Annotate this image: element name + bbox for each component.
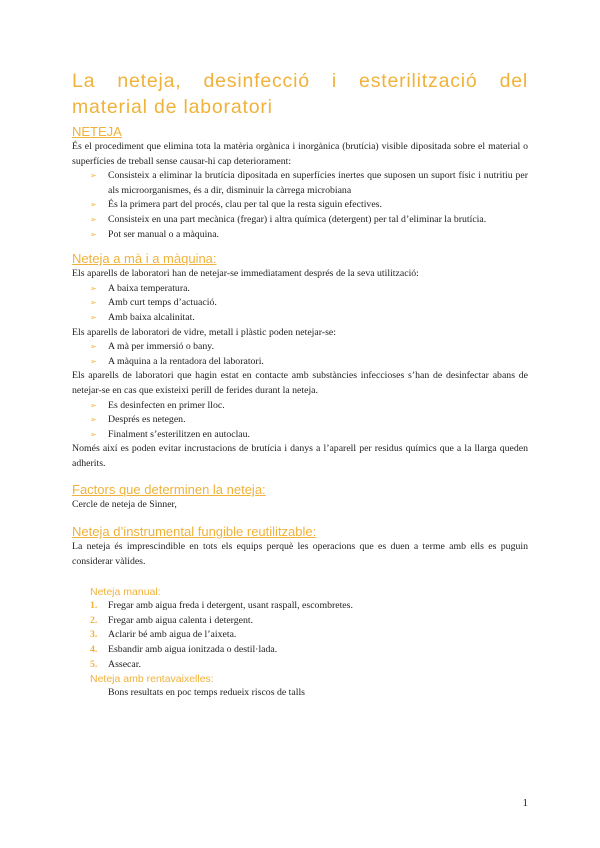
list-item: ➢ Pot ser manual o a màquina. — [72, 228, 528, 243]
list-item: ➢ És la primera part del procés, clau per tal que la resta siguin efectives. — [72, 198, 528, 213]
paragraph: Els aparells de laboratori han de netejar-se immediatament després de la seva utilització: — [72, 268, 419, 280]
page-title: La neteja, desinfecció i esterilització del material de laboratori — [72, 70, 528, 118]
step-text: Fregar amb aigua calenta i detergent. — [108, 614, 254, 626]
step-text: Aclarir bé amb aigua de l’aixeta. — [108, 629, 237, 641]
bullet-list — [72, 340, 528, 369]
list-item — [72, 599, 528, 614]
step-text: Fregar amb aigua freda i detergent, usant raspall, escombretes. — [108, 600, 353, 612]
list-item — [72, 643, 528, 658]
list-item: ➢ A mà per immersió o bany. — [72, 340, 528, 355]
section-heading-instrumental: Neteja d’instrumental fungible reutilitzable: — [72, 524, 317, 540]
list-item — [72, 614, 528, 629]
step-text: Assecar. — [108, 658, 141, 670]
list-item — [72, 658, 528, 673]
list-item: ➢ Consisteix en una part mecànica (fregar) i altra química (detergent) per tal d’eliminar la brutícia. — [72, 213, 528, 228]
list-item — [72, 628, 528, 643]
section-heading-ma-maquina: Neteja a mà i a màquina: — [72, 251, 217, 267]
step-number: 4. — [90, 644, 98, 656]
step-number: 5. — [90, 658, 98, 670]
page-number: 1 — [522, 797, 528, 809]
list-item: ➢ A màquina a la rentadora del laboratori. — [72, 355, 528, 370]
manual-steps-list — [72, 599, 528, 672]
list-item: ➢ A baixa temperatura. — [72, 282, 528, 297]
section-heading-factors: Factors que determinen la neteja: — [72, 482, 266, 498]
paragraph: Cercle de neteja de Sinner, — [72, 499, 177, 511]
paragraph: Els aparells de laboratori que hagin estat en contacte amb substàncies infeccioses s’han de desinfectar abans de netejar-se en cas que existeixi perill de ferides durant la neteja. — [72, 370, 528, 396]
bullet-list — [72, 282, 528, 326]
paragraph: Només així es poden evitar incrustacions de brutícia i danys a l’aparell per residus químics que a la llarga queden adherits. — [72, 443, 528, 469]
section-heading-neteja: NETEJA — [72, 124, 122, 139]
list-item: ➢ Es desinfecten en primer lloc. — [72, 399, 528, 414]
step-number: 2. — [90, 614, 98, 626]
paragraph: Els aparells de laboratori de vidre, metall i plàstic poden netejar-se: — [72, 326, 336, 338]
subheading-rentavaixelles: Neteja amb rentavaixelles: — [90, 673, 214, 686]
step-number: 3. — [90, 629, 98, 641]
list-item: ➢ Consisteix a eliminar la brutícia dipositada en superfícies inertes que suposen un suport físic i nutritiu per als microorganismes, és a dir, disminuir la càrrega microbiana — [72, 169, 528, 198]
step-text: Esbandir amb aigua ionitzada o destil·lada. — [108, 644, 278, 656]
neteja-bullet-list — [72, 169, 528, 242]
bullet-list — [72, 399, 528, 443]
intro-paragraph: És el procediment que elimina tota la matèria orgànica i inorgànica (brutícia) visible dipositada sobre el material o superfícies de treball sense causar-hi cap deteriorament: — [72, 141, 528, 167]
list-item: ➢ Després es netegen. — [72, 413, 528, 428]
step-number: 1. — [90, 600, 98, 612]
list-item: ➢ Amb baixa alcalinitat. — [72, 311, 528, 326]
paragraph: La neteja és imprescindible en tots els equips perquè les operacions que es duen a terme amb ells es puguin considerar vàlides. — [72, 541, 528, 567]
document-page — [72, 68, 528, 701]
paragraph: Bons resultats en poc temps redueix riscos de talls — [108, 687, 305, 699]
list-item: ➢ Finalment s’esterilitzen en autoclau. — [72, 428, 528, 443]
subheading-neteja-manual: Neteja manual: — [90, 586, 161, 599]
list-item: ➢ Amb curt temps d’actuació. — [72, 296, 528, 311]
